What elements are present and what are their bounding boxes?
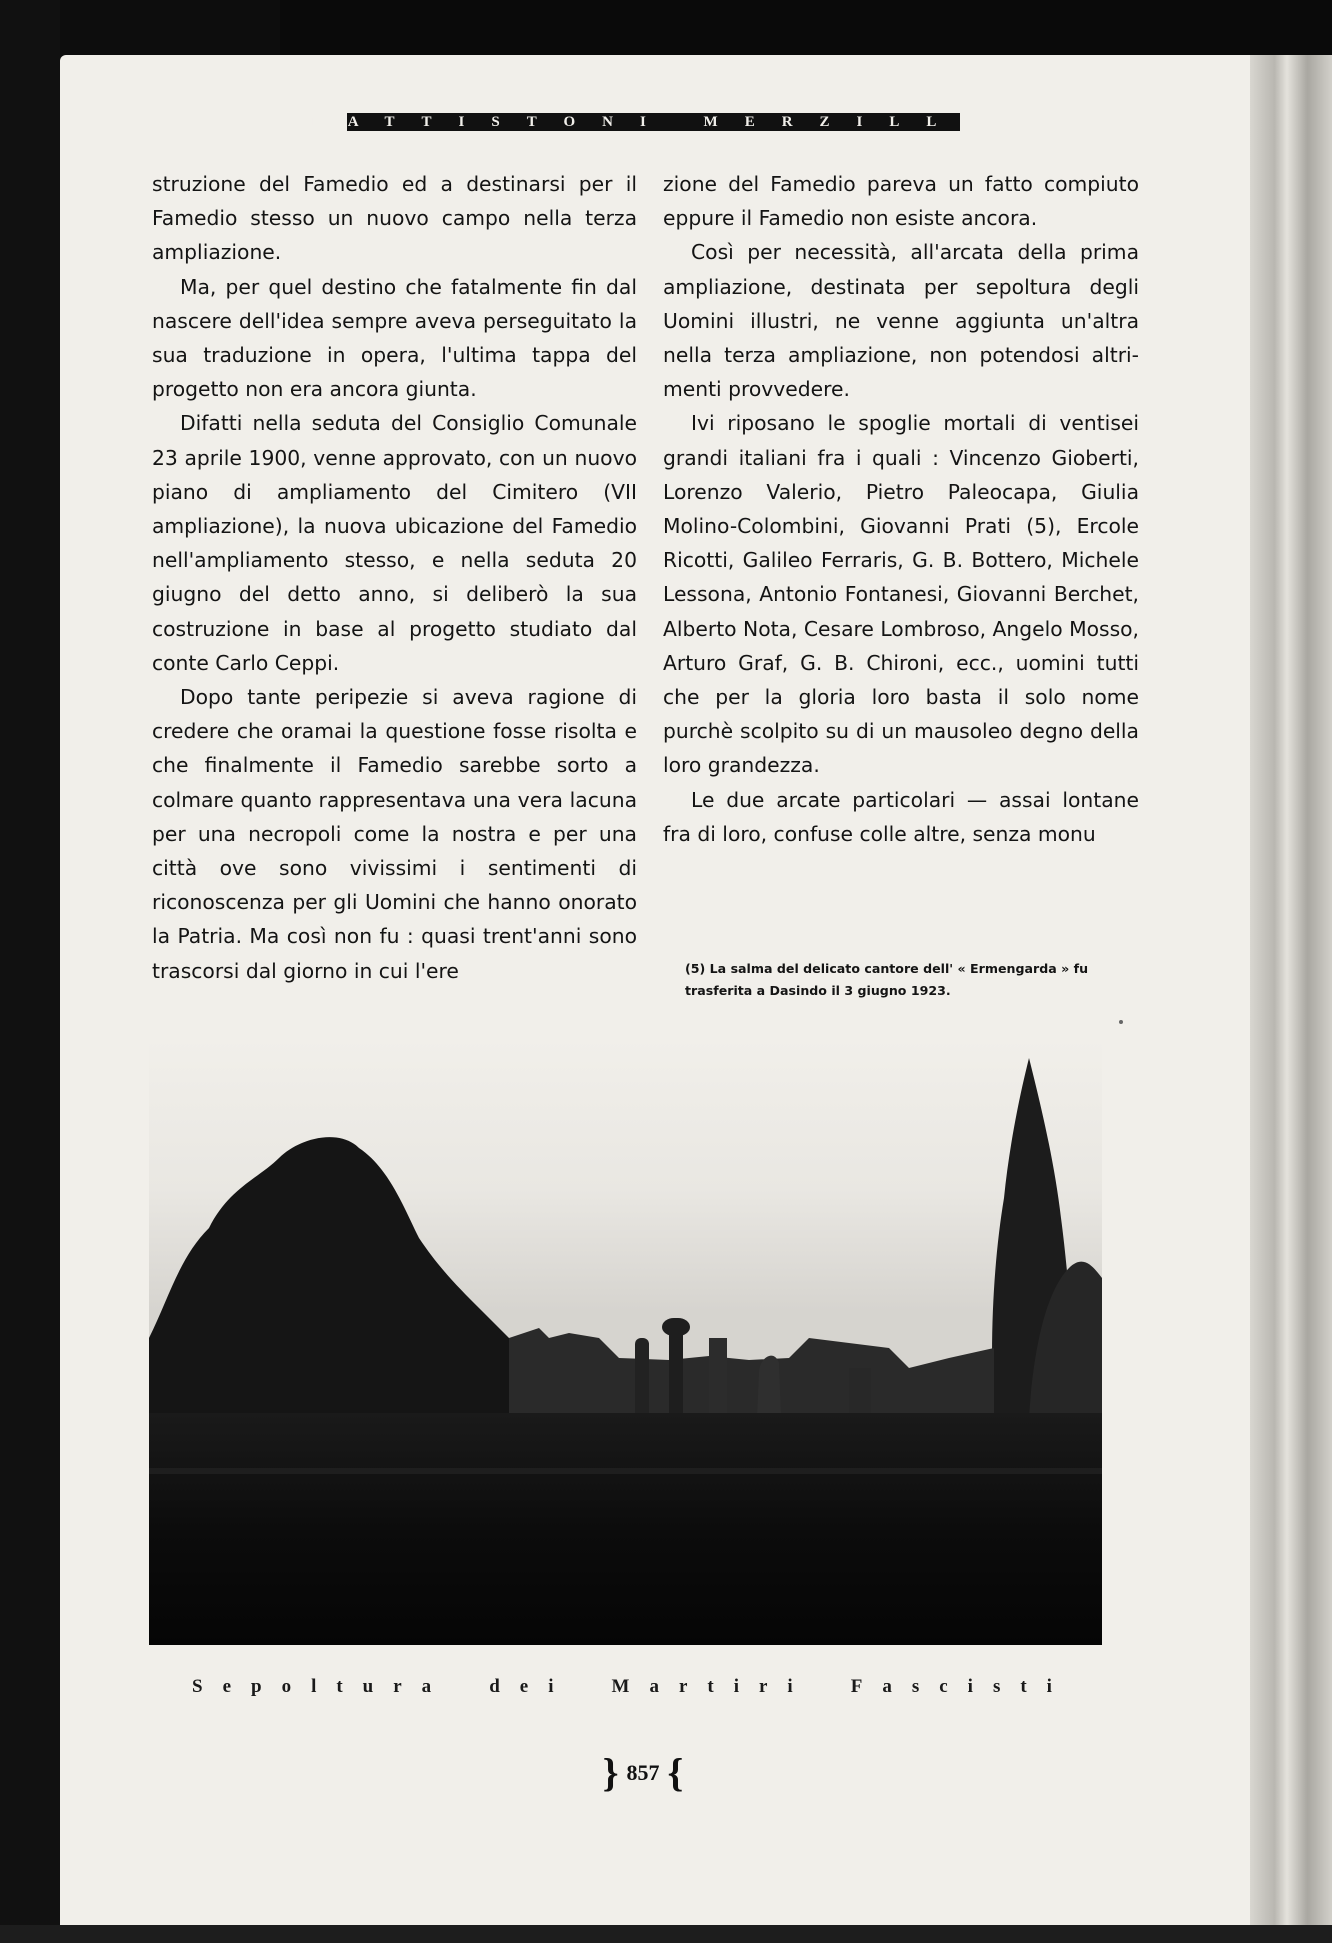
photo-caption xyxy=(192,1676,1072,1698)
page-number: 857 xyxy=(626,1760,660,1785)
monument xyxy=(709,1338,727,1414)
running-header: BATTISTONI MERZILLI xyxy=(310,113,997,130)
monument xyxy=(849,1368,871,1418)
left-column xyxy=(152,167,637,988)
right-column xyxy=(663,167,1139,851)
monument-top xyxy=(662,1318,690,1336)
scan-frame-left xyxy=(0,0,60,1943)
paragraph: Le due arcate particolari — assai lontane fra di loro, confuse colle altre, senza monu xyxy=(663,787,1139,846)
page-folio xyxy=(588,1750,698,1795)
monument xyxy=(635,1338,649,1418)
scan-frame-topbar xyxy=(280,0,1332,58)
paragraph: Ma, per quel destino che fatalmente fin dal nascere dell'idea sempre aveva perseguitato la sua traduzione in opera, l'ultima tappa del progetto non era ancora giunta. xyxy=(152,274,637,402)
footnote: (5) La salma del delicato cantore dell' « Ermengarda » fu trasferita a Dasindo il 3 giugno 1923. xyxy=(685,961,1089,998)
left-ornament-icon: } xyxy=(602,1750,619,1795)
right-ornament-icon: { xyxy=(667,1750,684,1795)
paragraph: Difatti nella seduta del Consiglio Comunale 23 aprile 1900, venne approvato, con un nuovo piano di ampliamento del Cimitero (VII ampliazione), la nuova ubicazione del Famedio nell'ampliamento stesso, e nella seduta 20 giugno del detto anno, si deliberò la sua costruzione in base al progetto studiato dal conte Carlo Ceppi. xyxy=(152,411,637,675)
dome-tomb xyxy=(757,1356,781,1418)
paragraph: struzione del Famedio ed a destinarsi per il Famedio stesso un nuovo campo nella terza ampliazione. xyxy=(152,172,637,265)
ground xyxy=(149,1413,1102,1645)
caption-word: Sepoltura xyxy=(192,1676,452,1697)
paragraph: Ivi riposano le spoglie mortali di ventisei grandi italiani fra i quali : Vincenzo Gioberti, Lorenzo Valerio, Pietro Paleocapa, Giulia Molino-Colombini, Giovanni Prati (5), Ercole Ricotti, Galileo Ferraris, G. B. Bottero, Michele Lessona, Antonio Fontanesi, Giovanni Berchet, Alberto Nota, Cesare Lombroso, Angelo Mosso, Arturo Graf, G. B. Chironi, ecc., uomini tutti che per la gloria loro basta il solo nome purchè scolpito su di un mausoleo degno della loro grandezza. xyxy=(663,411,1139,778)
path xyxy=(149,1468,1102,1474)
scan-frame-bottom xyxy=(0,1925,1332,1943)
page-stack-edge xyxy=(1250,55,1332,1943)
caption-word: Martiri xyxy=(611,1676,813,1697)
monument xyxy=(669,1333,683,1413)
caption-word: dei xyxy=(489,1676,574,1697)
cemetery-photo xyxy=(149,1038,1102,1645)
paragraph: zione del Famedio pareva un fatto compiuto eppure il Famedio non esiste ancora. xyxy=(663,172,1139,231)
caption-word: Fascisti xyxy=(850,1676,1072,1697)
print-speck xyxy=(1119,1020,1123,1024)
paragraph: Così per necessità, all'arcata della prima ampliazione, destinata per sepoltura degli Uomini illustri, ne venne aggiunta un'altra nella terza ampliazione, non potendosi altrimenti provvedere. xyxy=(663,240,1139,402)
paragraph: Dopo tante peripezie si aveva ragione di credere che oramai la questione fosse risolta e che finalmente il Famedio sarebbe sorto a colmare quanto rappresentava una vera lacuna per una necropoli come la nostra e per una città ove sono vivissimi i sentimenti di riconoscenza per gli Uomini che hanno onorato la Patria. Ma così non fu : quasi trent'anni sono trascorsi dal giorno in cui l'ere xyxy=(152,685,637,983)
